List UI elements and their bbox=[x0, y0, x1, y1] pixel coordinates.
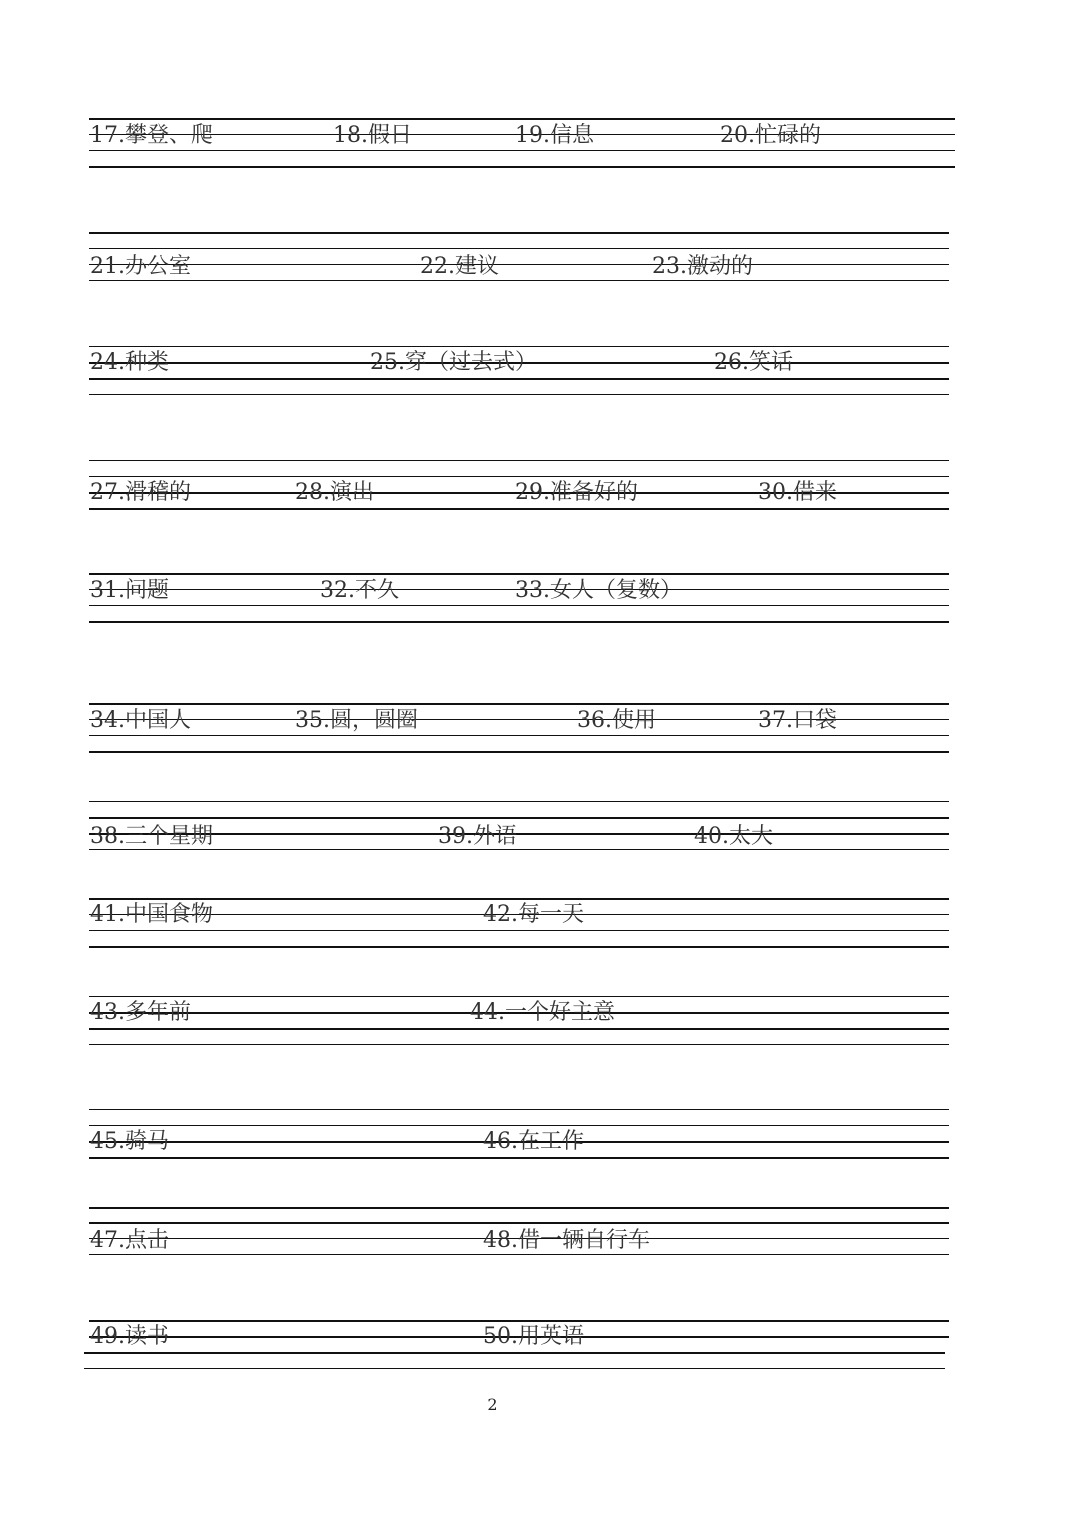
writing-line bbox=[89, 1207, 949, 1209]
writing-line bbox=[89, 605, 949, 606]
vocab-item: 29.准备好的 bbox=[515, 480, 638, 505]
vocab-item: 20.忙碌的 bbox=[720, 123, 821, 148]
writing-line bbox=[89, 621, 949, 623]
vocab-item: 35.圆，圆圈 bbox=[295, 708, 418, 733]
page-number: 2 bbox=[487, 1395, 498, 1414]
writing-line bbox=[89, 735, 949, 736]
vocab-item: 27.滑稽的 bbox=[90, 480, 191, 505]
writing-line bbox=[89, 1157, 949, 1159]
writing-line bbox=[89, 248, 949, 249]
writing-line bbox=[89, 996, 949, 997]
writing-line bbox=[89, 1254, 949, 1255]
writing-line bbox=[89, 703, 949, 705]
writing-line bbox=[89, 898, 949, 900]
writing-line bbox=[89, 930, 949, 931]
writing-line bbox=[89, 394, 949, 395]
vocab-item: 46.在工作 bbox=[483, 1129, 584, 1154]
writing-line bbox=[89, 280, 949, 281]
writing-line bbox=[89, 264, 949, 265]
vocab-item: 34.中国人 bbox=[90, 708, 191, 733]
vocab-item: 25.穿（过去式） bbox=[370, 350, 537, 375]
writing-line bbox=[89, 1320, 949, 1322]
writing-line bbox=[89, 1044, 949, 1045]
vocab-item: 32.不久 bbox=[320, 578, 399, 603]
writing-line bbox=[89, 1222, 949, 1224]
writing-line bbox=[89, 751, 949, 753]
writing-line bbox=[89, 1125, 949, 1126]
writing-line bbox=[89, 817, 949, 819]
vocab-item: 19.信息 bbox=[515, 123, 594, 148]
vocab-item: 33.女人（复数） bbox=[515, 578, 682, 603]
writing-line bbox=[89, 1028, 949, 1030]
vocab-item: 49.读书 bbox=[90, 1324, 169, 1349]
vocab-item: 17.攀登、爬 bbox=[90, 123, 213, 148]
vocab-item: 45.骑马 bbox=[90, 1129, 169, 1154]
writing-line bbox=[89, 508, 949, 510]
writing-line bbox=[89, 801, 949, 802]
writing-line bbox=[84, 1352, 945, 1354]
vocab-item: 36.使用 bbox=[577, 708, 656, 733]
vocab-item: 22.建议 bbox=[420, 254, 499, 279]
vocab-item: 48.借一辆自行车 bbox=[483, 1228, 650, 1253]
writing-line bbox=[89, 346, 949, 347]
vocab-item: 38.三个星期 bbox=[90, 824, 213, 849]
writing-line bbox=[89, 1109, 949, 1110]
writing-line bbox=[89, 460, 949, 461]
vocab-item: 40.太大 bbox=[694, 824, 773, 849]
vocab-item: 50.用英语 bbox=[483, 1324, 584, 1349]
writing-line bbox=[89, 232, 949, 234]
vocab-item: 43.多年前 bbox=[90, 1000, 191, 1025]
vocab-item: 39.外语 bbox=[438, 824, 517, 849]
writing-line bbox=[89, 849, 949, 850]
writing-line bbox=[89, 833, 949, 835]
vocab-item: 47.点击 bbox=[90, 1228, 169, 1253]
vocab-item: 21.办公室 bbox=[90, 254, 191, 279]
vocab-item: 23.激动的 bbox=[652, 254, 753, 279]
writing-line bbox=[89, 150, 955, 151]
vocab-item: 18.假日 bbox=[333, 123, 412, 148]
vocab-item: 44.一个好主意 bbox=[470, 1000, 615, 1025]
vocab-item: 37.口袋 bbox=[758, 708, 837, 733]
vocab-item: 28.演出 bbox=[295, 480, 374, 505]
vocab-item: 30.借来 bbox=[758, 480, 837, 505]
writing-line bbox=[89, 573, 949, 575]
vocab-item: 26.笑话 bbox=[714, 350, 793, 375]
writing-line bbox=[89, 946, 949, 948]
vocab-item: 24.种类 bbox=[90, 350, 169, 375]
vocab-item: 41.中国食物 bbox=[90, 902, 213, 927]
vocab-item: 31.问题 bbox=[90, 578, 169, 603]
writing-line bbox=[89, 476, 949, 477]
writing-line bbox=[84, 1368, 945, 1369]
writing-line bbox=[89, 166, 955, 168]
vocab-item: 42.每一天 bbox=[483, 902, 584, 927]
writing-line bbox=[89, 378, 949, 380]
writing-line bbox=[89, 118, 955, 120]
